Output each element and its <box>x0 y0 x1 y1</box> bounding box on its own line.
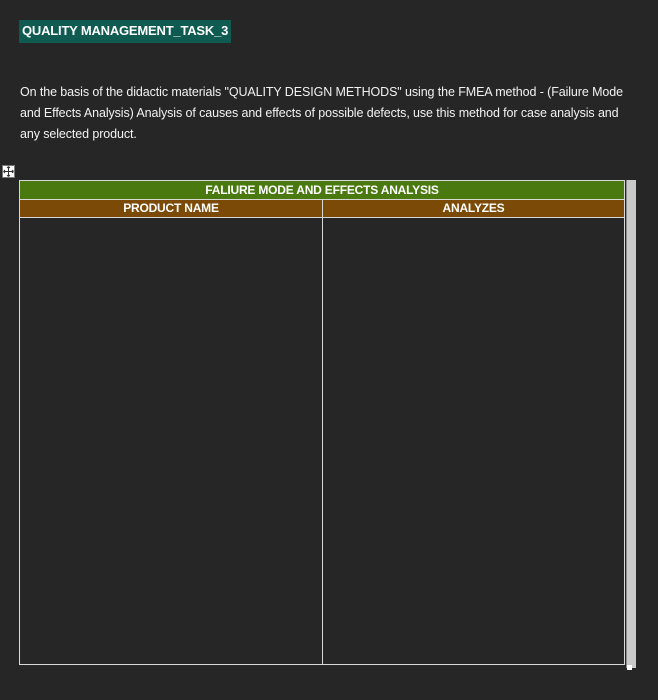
document-title: QUALITY MANAGEMENT_TASK_3 <box>19 20 231 43</box>
fmea-table <box>19 180 625 665</box>
table-cell-analyzes[interactable] <box>323 218 624 664</box>
table-resize-handle[interactable] <box>627 665 632 670</box>
move-cross-icon <box>3 166 14 177</box>
table-title-row: FALIURE MODE AND EFFECTS ANALYSIS <box>20 181 624 200</box>
intro-paragraph: On the basis of the didactic materials "QUALITY DESIGN METHODS" using the FMEA method - (Failure Mode and Effects Analysis) Analysis of causes and effects of possible defects, use this method for case analysis and any selected product. <box>20 85 623 141</box>
column-header-analyzes: ANALYZES <box>442 201 505 215</box>
table-cell-product-name[interactable] <box>20 218 322 664</box>
table-move-handle[interactable] <box>2 165 15 178</box>
vertical-scrollbar[interactable] <box>626 180 636 668</box>
column-header-product-name: PRODUCT NAME <box>123 201 219 215</box>
